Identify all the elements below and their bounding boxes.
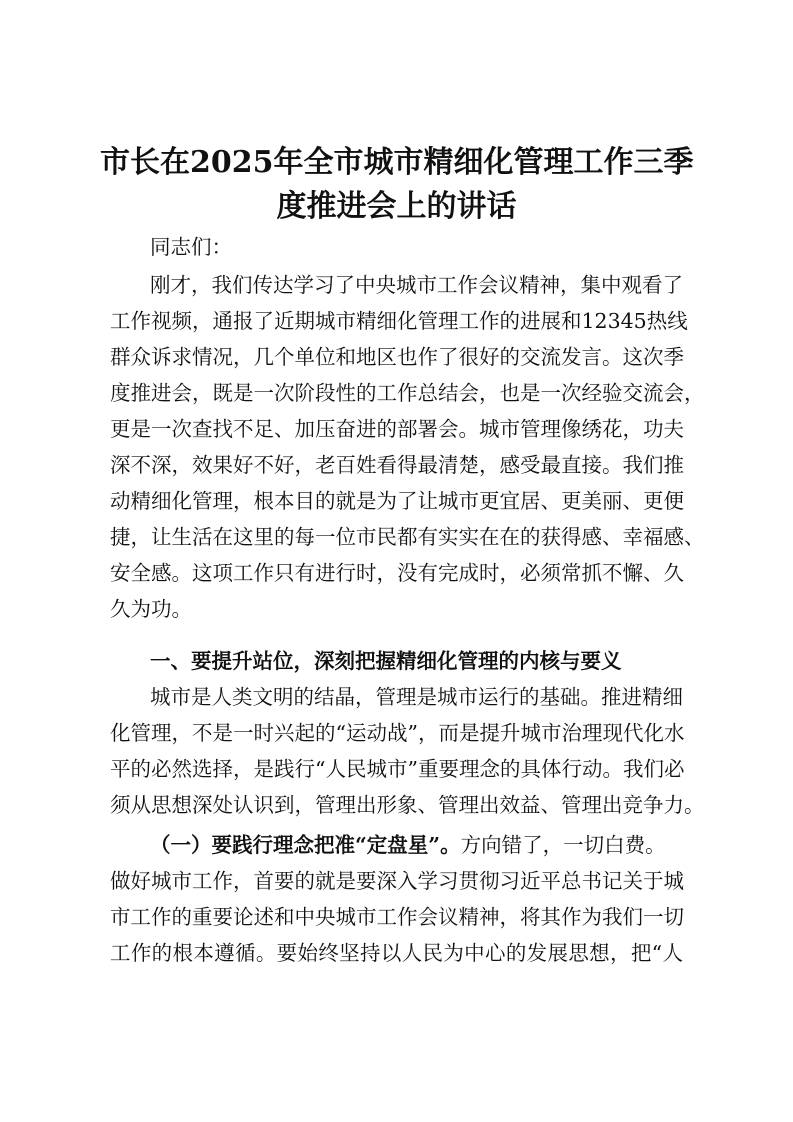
paragraph-1-line: 工作视频，通报了近期城市精细化管理工作的进展和12345热线 [110, 309, 688, 333]
paragraph-1-line: 安全感。这项工作只有进行时，没有完成时，必须常抓不懈、久 [110, 561, 684, 585]
paragraph-1-line: 度推进会，既是一次阶段性的工作总结会，也是一次经验交流会， [110, 381, 705, 405]
paragraph-3-line: 市工作的重要论述和中央城市工作会议精神，将其作为我们一切 [110, 905, 684, 929]
salutation: 同志们： [150, 235, 232, 259]
paragraph-2-line: 平的必然选择，是践行“人民城市”重要理念的具体行动。我们必 [110, 757, 685, 781]
paragraph-1-line: 久为功。 [110, 597, 192, 621]
paragraph-2-line: 须从思想深处认识到，管理出形象、管理出效益、管理出竞争力。 [110, 793, 705, 817]
section-heading-1: 一、要提升站位，深刻把握精细化管理的内核与要义 [150, 649, 622, 673]
paragraph-1-line: 刚才，我们传达学习了中央城市工作会议精神，集中观看了 [150, 273, 683, 297]
paragraph-2-line: 城市是人类文明的结晶，管理是城市运行的基础。推进精细 [150, 685, 683, 709]
paragraph-2-line: 化管理，不是一时兴起的“运动战”，而是提升城市治理现代化水 [110, 721, 685, 745]
subsection-1-heading: （一）要践行理念把准“定盘星”。 [150, 833, 461, 857]
paragraph-3-line: 工作的根本遵循。要始终坚持以人民为中心的发展思想，把“人 [110, 941, 683, 965]
paragraph-1-line: 捷，让生活在这里的每一位市民都有实实在在的获得感、幸福感、 [110, 525, 705, 549]
subsection-1-line [150, 830, 683, 860]
subsection-1-lead: 方向错了，一切白费。 [460, 833, 666, 857]
paragraph-1-line: 深不深，效果好不好，老百姓看得最清楚，感受最直接。我们推 [110, 453, 684, 477]
document-title-line-2: 度推进会上的讲话 [276, 189, 517, 224]
paragraph-1-line: 更是一次查找不足、加压奋进的部署会。城市管理像绣花，功夫 [110, 417, 684, 441]
paragraph-1-line: 动精细化管理，根本目的就是为了让城市更宜居、更美丽、更便 [110, 489, 684, 513]
paragraph-3-line: 做好城市工作，首要的就是要深入学习贯彻习近平总书记关于城 [110, 869, 684, 893]
document-title-line-1: 市长在2025年全市城市精细化管理工作三季 [100, 145, 694, 180]
paragraph-1-line: 群众诉求情况，几个单位和地区也作了很好的交流发言。这次季 [110, 345, 684, 369]
